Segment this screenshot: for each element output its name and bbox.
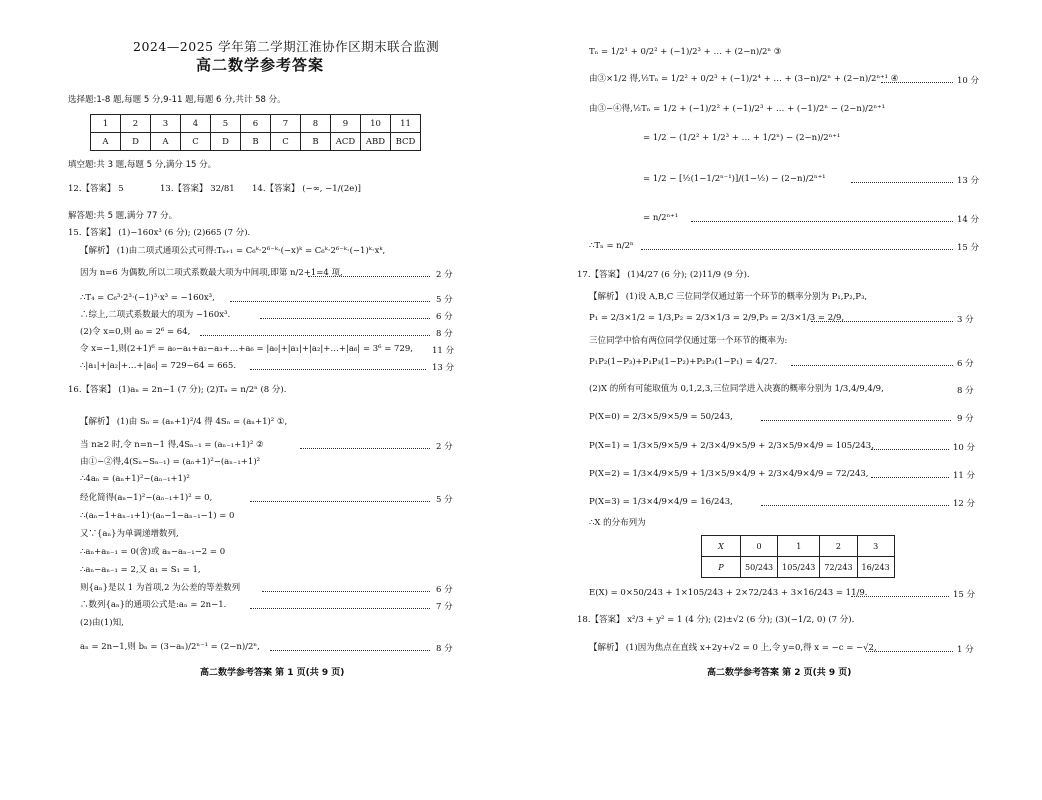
q16-line: ∴aₙ−aₙ₋₁ = 2,又 a₁ = S₁ = 1, (80, 565, 201, 575)
exam-header: 2024—2025 学年第二学期江淮协作区期末联合监测 (133, 39, 440, 54)
choice-number-row (91, 115, 421, 133)
dot-leader (300, 442, 430, 449)
score-label: 6 分 (436, 312, 453, 322)
dist-x-cell: 1 (778, 536, 820, 557)
q16-line: 【解析】 (1)由 Sₙ = (aₙ+1)²/4 得 4Sₙ = (aₙ+1)² ①, (80, 417, 288, 427)
score-label: 11 分 (953, 471, 976, 481)
dot-leader (230, 295, 430, 302)
dot-leader (851, 590, 949, 597)
q18-line: 【解析】 (1)因为焦点在直线 x+2y+√2 = 0 上,令 y=0,得 x = −c = −√2, (589, 643, 877, 653)
score-label: 3 分 (957, 315, 974, 325)
dot-leader (871, 471, 949, 478)
fill-heading: 填空题:共 3 题,每题 5 分,满分 15 分。 (68, 160, 217, 170)
score-label: 6 分 (957, 359, 974, 369)
q16-line: 由①−②得,4(Sₙ−Sₙ₋₁) = (aₙ+1)²−(aₙ₋₁+1)² (80, 457, 261, 467)
dot-leader (851, 176, 953, 183)
q17-line: P(X=2) = 1/3×4/9×5/9 + 1/3×5/9×4/9 + 2/3×4/9×4/9 = 72/243, (589, 469, 869, 479)
q15-line: ∴综上,二项式系数最大的项为 −160x³. (80, 310, 231, 320)
fill-answer-12: 12.【答案】 5 (68, 184, 124, 194)
answer-cell: D (211, 133, 241, 151)
q15-answer: 15.【答案】 (1)−160x³ (6 分); (2)665 (7 分). (68, 228, 251, 238)
choice-answer-table (90, 114, 421, 151)
q16-cont-line: = 1/2 − (1/2² + 1/2³ + … + 1/2ⁿ) − (2−n)/2ⁿ⁺¹ (643, 133, 841, 143)
question-number-cell: 9 (331, 115, 361, 133)
answer-cell: B (241, 133, 271, 151)
score-label: 8 分 (436, 644, 453, 654)
score-label: 8 分 (436, 329, 453, 339)
question-number-cell: 8 (301, 115, 331, 133)
fill-answer-13: 13.【答案】 32/81 (160, 184, 235, 194)
page-footer: 高二数学参考答案 第 1 页(共 9 页) (200, 668, 345, 678)
q17-line: (2)X 的所有可能取值为 0,1,2,3,三位同学进入决赛的概率分别为 1/3,4/9,4/9, (589, 384, 884, 394)
score-label: 2 分 (436, 270, 453, 280)
solve-heading: 解答题:共 5 题,满分 77 分。 (68, 211, 178, 221)
score-label: 1 分 (957, 645, 974, 655)
q16-cont-line: = n/2ⁿ⁺¹ (643, 213, 679, 223)
question-number-cell: 10 (361, 115, 391, 133)
dot-leader (270, 644, 430, 651)
score-label: 6 分 (436, 585, 453, 595)
score-label: 11 分 (432, 346, 455, 356)
q17-line: ∴X 的分布列为 (589, 518, 646, 528)
score-label: 10 分 (957, 76, 980, 86)
q16-cont-line: 由③×1/2 得,½Tₙ = 1/2² + 0/2³ + (−1)/2⁴ + … + (3−n)/2ⁿ + (2−n)/2ⁿ⁺¹ ④ (589, 74, 899, 84)
dot-leader (200, 329, 430, 336)
score-label: 10 分 (953, 443, 976, 453)
q16-line: aₙ = 2n−1,则 bₙ = (3−aₙ)/2ⁿ⁻¹ = (2−n)/2ⁿ, (80, 642, 260, 652)
answer-cell: D (121, 133, 151, 151)
dot-leader (260, 312, 430, 319)
dot-leader (691, 215, 953, 222)
q18-answer: 18.【答案】 x²/3 + y² = 1 (4 分); (2)±√2 (6 分); (3)(−1/2, 0) (7 分). (577, 615, 855, 625)
question-number-cell: 3 (151, 115, 181, 133)
dist-p-cell: 50/243 (741, 557, 778, 578)
q16-line: 当 n≥2 时,令 n=n−1 得,4Sₙ₋₁ = (aₙ₋₁+1)² ② (80, 440, 264, 450)
answer-page-2 (521, 0, 1042, 800)
dot-leader (761, 499, 949, 506)
q17-line: P(X=0) = 2/3×5/9×5/9 = 50/243, (589, 412, 733, 422)
dot-leader (871, 443, 949, 450)
dot-leader (641, 243, 953, 250)
fill-answer-14: 14.【答案】 (−∞, −1/(2e)] (252, 184, 361, 194)
q17-line: 【解析】 (1)设 A,B,C 三位同学仅通过第一个环节的概率分别为 P₁,P₂,P₃, (589, 292, 868, 302)
dist-p-cell: 16/243 (857, 557, 894, 578)
q16-answer: 16.【答案】 (1)aₙ = 2n−1 (7 分); (2)Tₙ = n/2ⁿ (8 分). (68, 385, 287, 395)
choice-heading: 选择题:1-8 题,每题 5 分,9-11 题,每题 6 分,共计 58 分。 (68, 95, 286, 105)
q16-cont-line: 由③−④得,½Tₙ = 1/2 + (−1)/2² + (−1)/2³ + … + (−1)/2ⁿ − (2−n)/2ⁿ⁺¹ (589, 104, 886, 114)
question-number-cell: 4 (181, 115, 211, 133)
answer-cell: B (301, 133, 331, 151)
page-title: 高二数学参考答案 (196, 56, 325, 74)
q16-line: 又∵{aₙ}为单调递增数列, (80, 529, 179, 539)
question-number-cell: 11 (391, 115, 421, 133)
answer-cell: C (181, 133, 211, 151)
q16-line: (2)由(1)知, (80, 618, 124, 628)
score-label: 9 分 (957, 414, 974, 424)
q16-line: ∴aₙ+aₙ₋₁ = 0(舍)或 aₙ−aₙ₋₁−2 = 0 (80, 547, 226, 557)
score-label: 12 分 (953, 499, 976, 509)
q16-cont-line: = 1/2 − [½(1−1/2ⁿ⁻¹)]/(1−½) − (2−n)/2ⁿ⁺¹ (643, 174, 826, 184)
q16-cont-line: ∴Tₙ = n/2ⁿ (589, 241, 634, 251)
dist-x-cell: 2 (820, 536, 857, 557)
q17-line: P₁ = 2/3×1/2 = 1/3,P₂ = 2/3×1/3 = 2/9,P₃ = 2/3×1/3 = 2/9, (589, 313, 845, 323)
dot-leader (761, 414, 951, 421)
score-label: 8 分 (957, 386, 974, 396)
score-label: 14 分 (957, 215, 980, 225)
q17-line: 三位同学中恰有两位同学仅通过第一个环节的概率为: (589, 336, 788, 346)
score-label: 13 分 (432, 363, 455, 373)
q15-line: 因为 n=6 为偶数,所以二项式系数最大项为中间项,即第 n/2+1=4 项, (80, 268, 343, 278)
score-label: 13 分 (957, 176, 980, 186)
answer-cell: A (151, 133, 181, 151)
dot-leader (262, 585, 430, 592)
question-number-cell: 5 (211, 115, 241, 133)
q15-line: 令 x=−1,则(2+1)⁶ = a₀−a₁+a₂−a₃+…+a₆ = |a₀|+|a₁|+|a₂|+…+|a₆| = 3⁶ = 729, (80, 344, 413, 354)
dist-p-cell: 105/243 (778, 557, 820, 578)
page-footer: 高二数学参考答案 第 2 页(共 9 页) (707, 668, 852, 678)
answer-cell: A (91, 133, 121, 151)
question-number-cell: 6 (241, 115, 271, 133)
q15-line: (2)令 x=0,则 a₀ = 2⁶ = 64, (80, 327, 191, 337)
q16-line: ∴(aₙ−1+aₙ₋₁+1)·(aₙ−1−aₙ₋₁−1) = 0 (80, 511, 235, 521)
dist-x-row (702, 536, 895, 557)
choice-answer-row (91, 133, 421, 151)
dot-leader (308, 270, 430, 277)
score-label: 5 分 (436, 495, 453, 505)
q15-line: ∴T₄ = C₆³·2³·(−1)³·x³ = −160x³, (80, 293, 215, 303)
dist-p-cell: 72/243 (820, 557, 857, 578)
dot-leader (250, 602, 430, 609)
dot-leader (791, 359, 953, 366)
q16-line: ∴数列{aₙ}的通项公式是:aₙ = 2n−1. (80, 600, 227, 610)
q16-line: 则{aₙ}是以 1 为首项,2 为公差的等差数列 (80, 583, 241, 593)
dot-leader (811, 315, 953, 322)
score-label: 7 分 (436, 602, 453, 612)
q17-line: E(X) = 0×50/243 + 1×105/243 + 2×72/243 + 3×16/243 = 11/9. (589, 588, 868, 598)
q17-line: P(X=3) = 1/3×4/9×4/9 = 16/243, (589, 497, 733, 507)
distribution-table (701, 535, 895, 578)
dot-leader (250, 363, 426, 370)
dist-x-cell: 3 (857, 536, 894, 557)
dist-p-row (702, 557, 895, 578)
q17-line: P(X=1) = 1/3×5/9×5/9 + 2/3×4/9×5/9 + 2/3×5/9×4/9 = 105/243, (589, 441, 874, 451)
score-label: 15 分 (957, 243, 980, 253)
dot-leader (866, 645, 953, 652)
dist-label-cell: P (702, 557, 741, 578)
question-number-cell: 1 (91, 115, 121, 133)
q17-answer: 17.【答案】 (1)4/27 (6 分); (2)11/9 (9 分). (577, 270, 750, 280)
answer-cell: ACD (331, 133, 361, 151)
score-label: 5 分 (436, 295, 453, 305)
q16-cont-line: Tₙ = 1/2¹ + 0/2² + (−1)/2³ + … + (2−n)/2ⁿ ③ (589, 47, 782, 57)
question-number-cell: 2 (121, 115, 151, 133)
answer-cell: ABD (361, 133, 391, 151)
score-label: 2 分 (436, 442, 453, 452)
q17-line: P₁P₂(1−P₃)+P₁P₃(1−P₂)+P₂P₃(1−P₁) = 4/27. (589, 357, 778, 367)
dot-leader (250, 495, 430, 502)
dot-leader (881, 76, 953, 83)
q15-line: ∴|a₁|+|a₂|+…+|a₆| = 729−64 = 665. (80, 361, 237, 371)
score-label: 15 分 (953, 590, 976, 600)
question-number-cell: 7 (271, 115, 301, 133)
q15-line: 【解析】 (1)由二项式通项公式可得:Tₖ₊₁ = C₆ᵏ·2⁶⁻ᵏ·(−x)ᵏ = C₆ᵏ·2⁶⁻ᵏ·(−1)ᵏ·xᵏ, (80, 246, 386, 256)
q16-line: ∴4aₙ = (aₙ+1)²−(aₙ₋₁+1)² (80, 474, 190, 484)
answer-cell: C (271, 133, 301, 151)
answer-cell: BCD (391, 133, 421, 151)
dist-x-cell: 0 (741, 536, 778, 557)
q16-line: 经化简得(aₙ−1)²−(aₙ₋₁+1)² = 0, (80, 493, 213, 503)
dist-label-cell: X (702, 536, 741, 557)
